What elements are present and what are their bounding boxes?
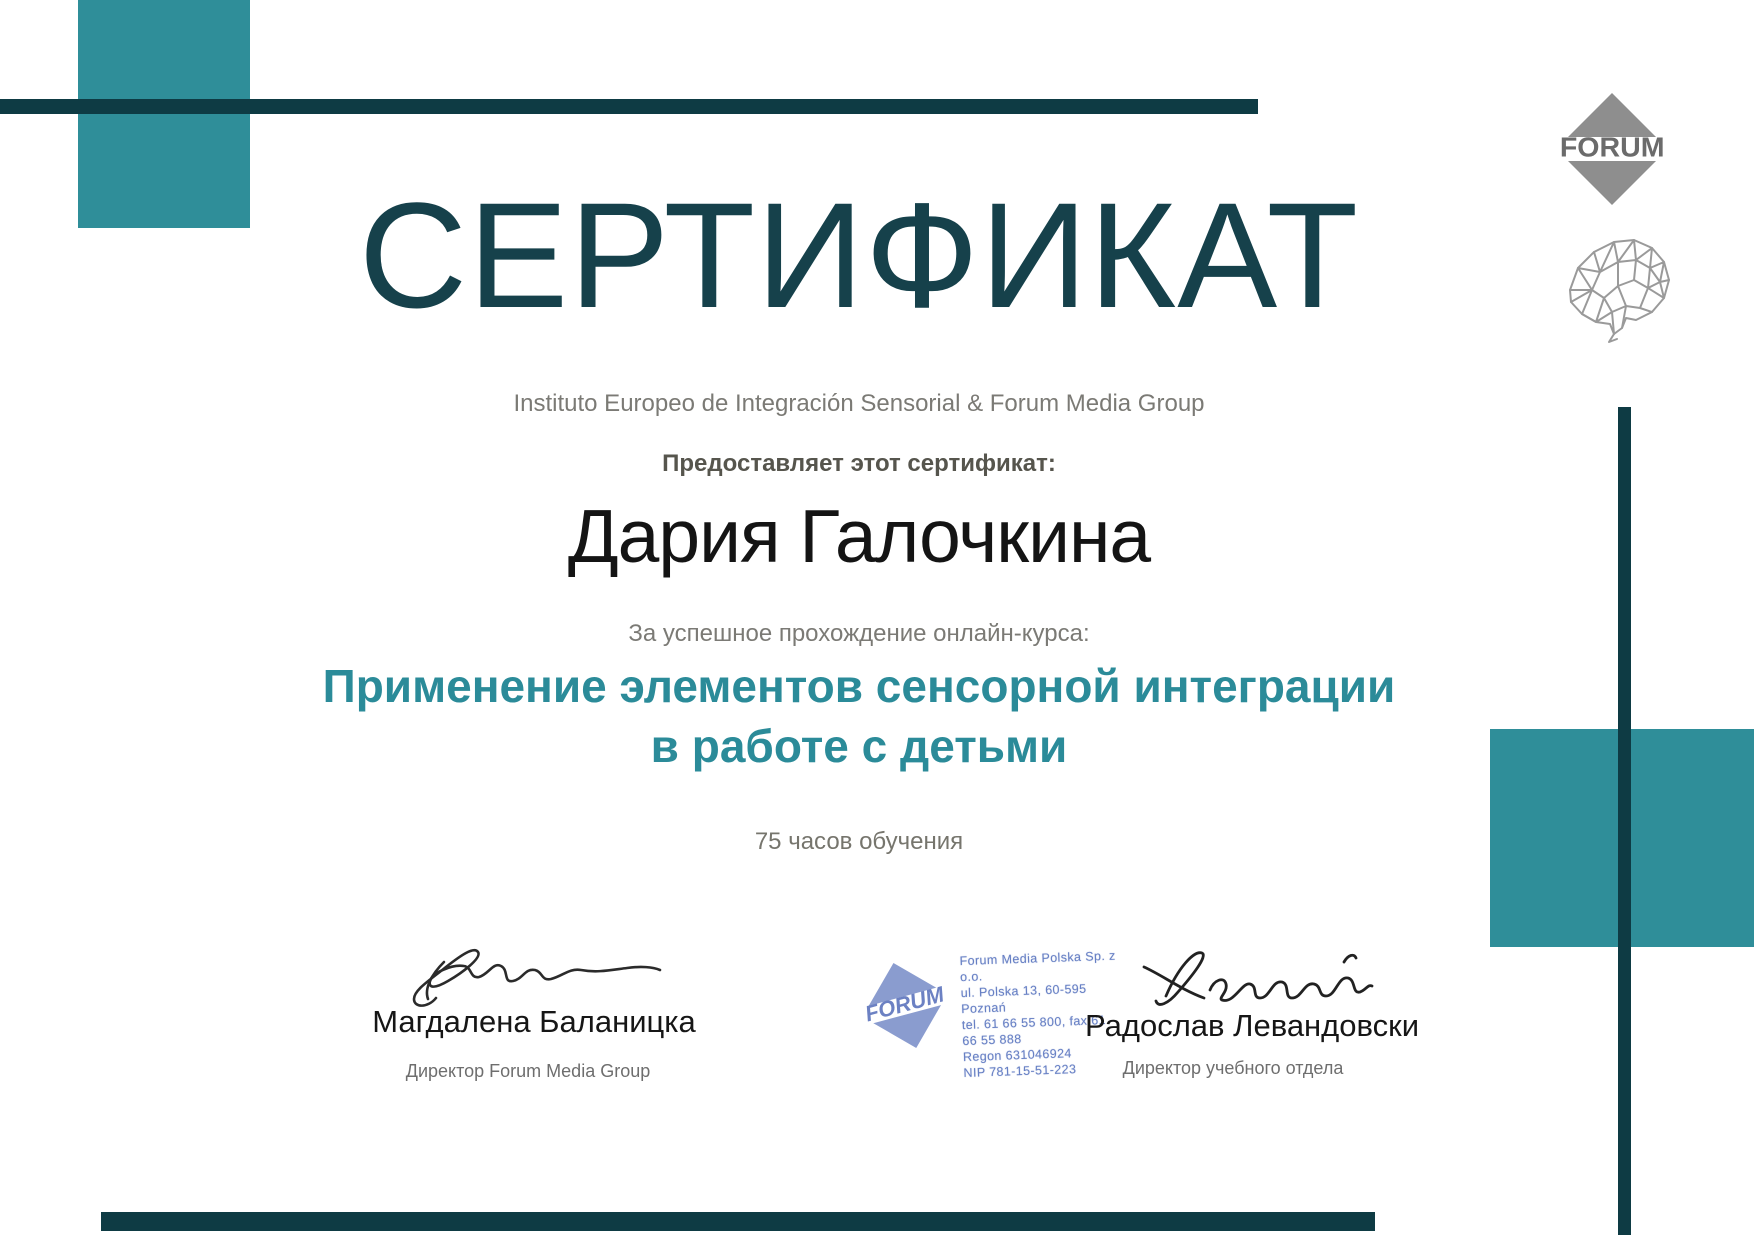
- stamp-line: ul. Polska 13, 60-595 Poznań: [960, 981, 1087, 1017]
- course-intro-line: За успешное прохождение онлайн-курса:: [628, 620, 1090, 647]
- stamp-line: Forum Media Polska Sp. z o.o.: [959, 948, 1116, 985]
- course-title-line1: Применение элементов сенсорной интеграции: [322, 660, 1396, 712]
- signer-right-role: Директор учебного отдела: [1122, 1058, 1344, 1078]
- issuer-subtitle: Instituto Europeo de Integración Sensorial & Forum Media Group: [513, 390, 1205, 417]
- certificate-title: СЕРТИФИКАТ: [358, 171, 1360, 339]
- dark-vertical-line-right: [1618, 407, 1631, 1235]
- recipient-name: Дария Галочкина: [567, 494, 1151, 578]
- signer-right-name: Радослав Левандовски: [1084, 1008, 1420, 1043]
- course-hours: 75 часов обучения: [754, 828, 964, 855]
- signer-left-role: Директор Forum Media Group: [405, 1061, 651, 1081]
- grants-line: Предоставляет этот сертификат:: [662, 450, 1056, 477]
- company-stamp: [854, 944, 1125, 1081]
- signer-left-name: Магдалена Баланицка: [372, 1004, 696, 1039]
- forum-logo-label: FORUM: [1559, 131, 1665, 163]
- stamp-forum-logo-icon: [851, 952, 959, 1060]
- course-title-line2: в работе с детьми: [650, 720, 1068, 772]
- signature-right-handwriting: [1128, 940, 1378, 1015]
- stamp-line: Regon 631046924: [962, 1046, 1073, 1065]
- stamp-logo-label: FORUM: [862, 981, 947, 1027]
- stamp-line: tel. 61 66 55 800, fax 61 66 55 888: [961, 1013, 1107, 1049]
- stamp-line: NIP 781-15-51-223: [963, 1062, 1077, 1081]
- dark-horizontal-bar-top: [0, 99, 1258, 114]
- dark-horizontal-bar-bottom: [101, 1212, 1375, 1231]
